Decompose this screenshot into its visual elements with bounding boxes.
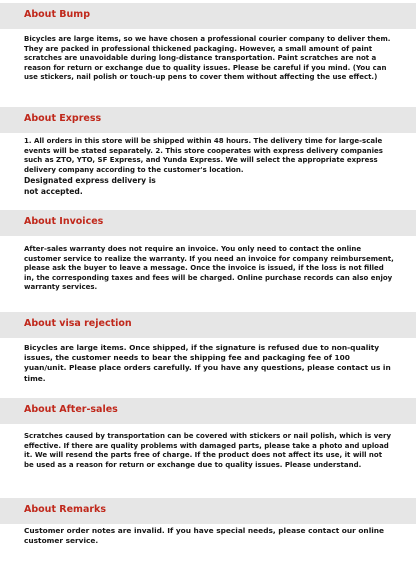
section-heading: About Express bbox=[24, 113, 102, 124]
section-body: Customer order notes are invalid. If you have special needs, please contact our online customer service. bbox=[24, 526, 385, 546]
section-heading: About Invoices bbox=[24, 216, 104, 227]
section-about-after-sales bbox=[0, 398, 416, 470]
section-heading: About Bump bbox=[24, 9, 90, 20]
section-body: 1. All orders in this store will be shipped within 48 hours. The delivery time for large-scale events will be stated separately. 2. This store cooperates with express delivery companies such as ZTO, YTO, SF Express, and Yunda Express. We will select the appropriate express delivery company according to the customer's location. bbox=[24, 137, 383, 174]
section-about-remarks bbox=[0, 498, 416, 546]
section-body: Bicycles are large items, so we have chosen a professional courier company to deliver them. They are packed in professional thickened packaging. However, a small amount of paint scratches are unavoidable during long-distance transportation. Paint scratches are not a reason for return or exchange due to quality issues. Please be careful if you mind. (You can use stickers, nail polish or touch-up pens to cover them without affecting the use effect.) bbox=[24, 35, 391, 82]
section-note-line-1: Designated express delivery is bbox=[24, 176, 156, 186]
section-about-bump bbox=[0, 3, 416, 83]
section-header-bar bbox=[0, 498, 416, 524]
section-header-bar bbox=[0, 398, 416, 424]
section-about-invoices bbox=[0, 210, 416, 293]
section-note-line-2: not accepted. bbox=[24, 186, 83, 196]
section-header-bar bbox=[0, 107, 416, 133]
section-heading: About Remarks bbox=[24, 504, 107, 515]
section-body: After-sales warranty does not require an invoice. You only need to contact the online customer service to realize the warranty. If you need an invoice for company reimbursement, please ask the buyer to leave a message. Once the invoice is issued, if the loss is not filled in, the corresponding taxes and fees will be charged. Online purchase records can also enjoy warranty services. bbox=[24, 245, 394, 292]
section-about-visa-rejection bbox=[0, 312, 416, 384]
section-body: Scratches caused by transportation can be covered with stickers or nail polish, which is very effective. If there are quality problems with damaged parts, please take a photo and upload it. We will resend the parts free of charge. If the product does not affect its use, it will not be used as a reason for return or exchange due to quality issues. Please understand. bbox=[24, 432, 392, 469]
section-heading: About After-sales bbox=[24, 404, 118, 415]
section-header-bar bbox=[0, 3, 416, 29]
section-heading: About visa rejection bbox=[24, 318, 132, 329]
section-header-bar bbox=[0, 210, 416, 236]
section-header-bar bbox=[0, 312, 416, 338]
section-about-express bbox=[0, 107, 416, 198]
section-body: Bicycles are large items. Once shipped, if the signature is refused due to non-quality issues, the customer needs to bear the shipping fee and packaging fee of 100 yuan/unit. Please place orders carefully. If you have any questions, please contact us in time. bbox=[24, 343, 391, 383]
